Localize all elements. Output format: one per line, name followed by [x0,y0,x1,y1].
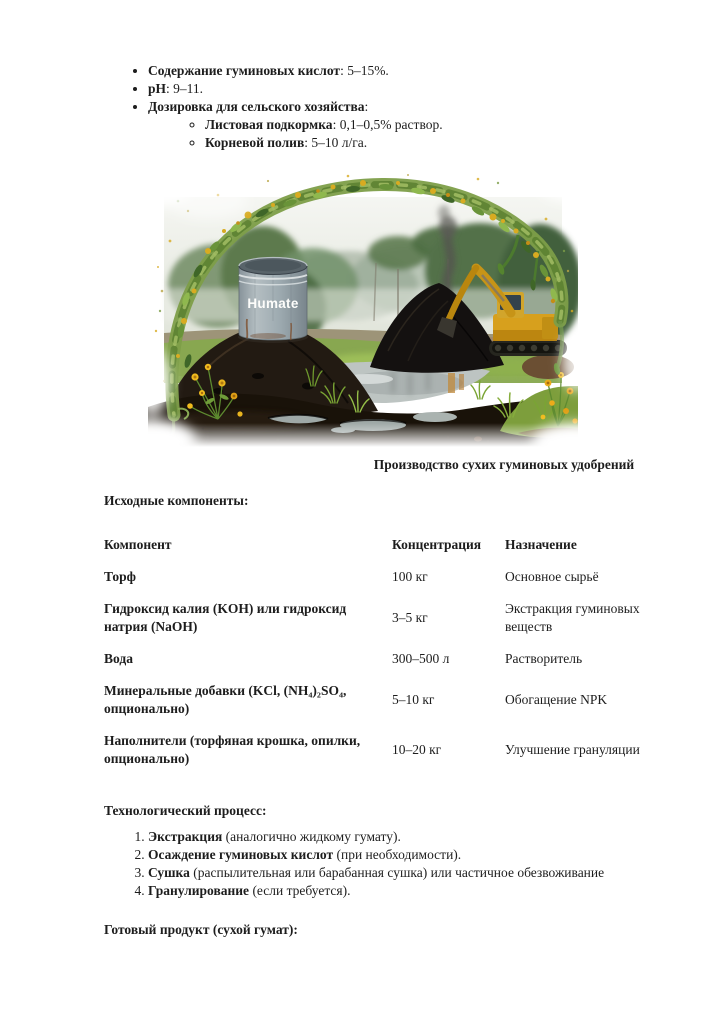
excavator-reflection [448,373,455,393]
spec-term: Корневой полив [205,135,305,150]
step-term: Экстракция [148,829,223,844]
table-row [104,675,660,725]
cell-concentration: 3–5 кг [392,610,428,625]
sub-spec-item [205,134,660,152]
cell-component: Наполнители (торфяная крошка, опилки, опционально) [104,733,361,766]
process-heading: Технологический процесс: [104,803,267,818]
table-row [104,643,660,675]
humate-tank [238,258,308,344]
step-detail: (аналогично жидкому гумату). [222,829,401,844]
illustration-figure [148,171,578,447]
step-detail: (если требуется). [249,883,351,898]
col-header-concentration: Концентрация [392,537,482,552]
cell-concentration: 10–20 кг [392,742,442,757]
cell-concentration: 300–500 л [392,651,450,666]
product-heading: Готовый продукт (сухой гумат): [104,922,298,937]
step-detail: (распылительная или барабанная сушка) или частичное обезвоживание [189,865,605,880]
figure-caption: Производство сухих гуминовых удобрений [373,457,635,472]
cell-component: Торф [104,569,136,584]
process-step [148,882,660,900]
process-step [148,846,660,864]
cell-purpose: Растворитель [505,651,583,666]
table-row [104,593,660,643]
puddle [413,412,457,422]
cell-purpose: Улучшение грануляции [505,742,640,757]
col-header-purpose: Назначение [505,537,577,552]
table-row [104,561,660,593]
spec-item [148,62,660,80]
document-content [104,0,660,939]
cell-component: Минеральные добавки (KCl, (NH₄)₂SO₄, опционально) [104,683,347,716]
spec-list [104,62,660,152]
components-table [104,529,660,775]
step-detail: (при необходимости). [333,847,462,862]
cell-component: Вода [104,651,133,666]
cell-concentration: 100 кг [392,569,428,584]
process-step [148,864,660,882]
cell-purpose: Экстракция гуминовых веществ [505,601,640,634]
table-row [104,725,660,775]
spec-term: Содержание гуминовых кислот [148,63,341,78]
components-heading: Исходные компоненты: [104,493,249,508]
spec-term: Листовая подкормка [205,117,333,132]
cell-component: Гидроксид калия (KOH) или гидроксид натрия (NaOH) [104,601,347,634]
spec-value: : 0,1–0,5% раствор. [332,117,443,132]
cell-purpose: Обогащение NPK [505,692,608,707]
cell-purpose: Основное сырьё [505,569,599,584]
spec-term: pH [148,81,167,96]
spec-value: : [364,99,369,114]
sub-spec-list [148,116,660,152]
sub-spec-item [205,116,660,134]
rust-streak [247,319,248,338]
table-header-row [104,529,660,561]
col-header-component: Компонент [104,537,172,552]
step-term: Гранулирование [148,883,250,898]
spec-value: : 5–15%. [340,63,389,78]
spec-term: Дозировка для сельского хозяйства [148,99,365,114]
spec-item [148,80,660,98]
step-term: Осаждение гуминовых кислот [148,847,334,862]
peat-site-illustration [148,171,578,447]
tank-label: Humate [247,296,299,311]
spec-value: : 9–11. [166,81,204,96]
step-term: Сушка [148,865,190,880]
spec-value: : 5–10 л/га. [304,135,368,150]
cell-concentration: 5–10 кг [392,692,435,707]
process-step-list [104,828,660,900]
process-step [148,828,660,846]
spec-item [148,98,660,152]
